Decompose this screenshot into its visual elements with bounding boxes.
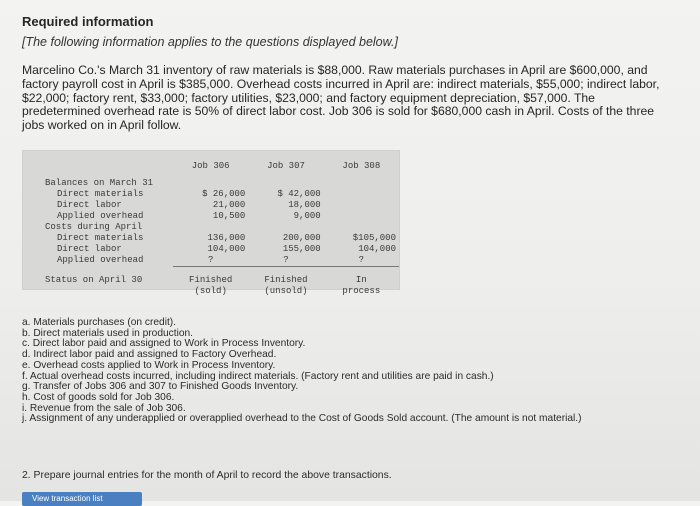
problem-description xyxy=(22,64,672,133)
intro-line: $22,000; factory rent, $33,000; factory utilities, $23,000; and factory equipment depreciation, $57,000. The xyxy=(22,90,595,105)
cell-value: 18,000 xyxy=(288,200,321,210)
status-text: process xyxy=(342,286,381,296)
intro-line: jobs worked on in April follow. xyxy=(22,118,182,133)
status-text: (unsold) xyxy=(264,286,308,296)
list-item: c. Direct labor paid and assigned to Work in Process Inventory. xyxy=(22,338,306,350)
cell-value: $ 26,000 xyxy=(202,189,246,199)
intro-line: factory payroll cost in April is $385,000. Overhead costs incurred in April are: indirect materials, $55,000; indirect labor, xyxy=(22,76,660,91)
cell-value: 104,000 xyxy=(207,244,246,254)
status-text: (sold) xyxy=(194,286,227,296)
cell-value xyxy=(324,200,399,211)
table-row xyxy=(23,200,399,211)
row-label: Direct labor xyxy=(57,244,122,254)
status-text: Finished xyxy=(189,275,233,285)
status-cell xyxy=(248,267,323,298)
job-cost-table xyxy=(23,151,399,297)
column-header-job-308: Job 308 xyxy=(342,161,381,171)
job-cost-table-panel xyxy=(22,150,400,296)
list-item: a. Materials purchases (on credit). xyxy=(22,317,177,328)
cell-value: 136,000 xyxy=(207,233,246,243)
list-item: g. Transfer of Jobs 306 and 307 to Finished Goods Inventory. xyxy=(22,381,299,393)
column-header-job-307: Job 307 xyxy=(267,161,305,171)
cell-value: 155,000 xyxy=(282,244,321,254)
table-row xyxy=(23,244,399,255)
status-text: Finished xyxy=(264,275,308,285)
status-label: Status on April 30 xyxy=(45,274,143,285)
list-item: b. Direct materials used in production. xyxy=(22,327,194,339)
row-label: Direct labor xyxy=(57,200,122,210)
table-row xyxy=(23,189,399,200)
status-text: In xyxy=(355,275,367,285)
cell-value: 10,500 xyxy=(212,211,246,221)
cell-value: 9,000 xyxy=(293,211,321,221)
table-row xyxy=(23,267,399,298)
list-item: j. Assignment of any underapplied or overapplied overhead to the Cost of Goods Sold account. (The amount is not material.) xyxy=(22,413,582,425)
cell-value: 200,000 xyxy=(282,233,321,243)
question-prompt: 2. Prepare journal entries for the month of April to record the above transactions. xyxy=(22,470,392,481)
cell-value xyxy=(324,189,399,200)
row-label: Applied overhead xyxy=(57,211,144,221)
transaction-list xyxy=(22,318,682,425)
cell-value: $105,000 xyxy=(352,233,396,243)
status-cell xyxy=(173,267,248,298)
instructions-note: [The following information applies to the questions displayed below.] xyxy=(22,35,398,49)
row-label: Applied overhead xyxy=(57,255,144,266)
row-label: Direct materials xyxy=(57,189,144,199)
section-label-balances: Balances on March 31 xyxy=(45,178,154,188)
table-row xyxy=(23,233,399,244)
view-transaction-list-button[interactable]: View transaction list xyxy=(22,492,142,506)
list-item: f. Actual overhead costs incurred, including indirect materials. (Factory rent and utilities are paid in cash.) xyxy=(22,370,494,382)
intro-line: predetermined overhead rate is 50% of direct labor cost. Job 306 is sold for $680,000 cash in April. Costs of the three xyxy=(22,104,655,119)
row-label: Direct materials xyxy=(57,233,144,243)
list-item: e. Overhead costs applied to Work in Process Inventory. xyxy=(22,359,276,371)
intro-line: Marcelino Co.'s March 31 inventory of raw materials is $88,000. Raw materials purchases in April are $600,000, and xyxy=(22,63,648,77)
cell-value: ? xyxy=(173,255,248,267)
cell-value: 21,000 xyxy=(212,200,246,210)
list-item: d. Indirect labor paid and assigned to Factory Overhead. xyxy=(22,349,277,361)
cell-value: $ 42,000 xyxy=(277,189,321,199)
status-cell xyxy=(324,267,399,298)
section-label-costs: Costs during April xyxy=(45,222,143,232)
required-information-title: Required information xyxy=(22,14,154,29)
table-row xyxy=(23,211,399,222)
cell-value xyxy=(324,211,399,222)
table-row xyxy=(23,255,399,267)
cell-value: ? xyxy=(324,255,399,267)
list-item: i. Revenue from the sale of Job 306. xyxy=(22,402,186,414)
cell-value: 104,000 xyxy=(358,244,396,254)
list-item: h. Cost of goods sold for Job 306. xyxy=(22,391,175,403)
cell-value: ? xyxy=(248,255,323,267)
column-header-job-306: Job 306 xyxy=(191,161,230,171)
